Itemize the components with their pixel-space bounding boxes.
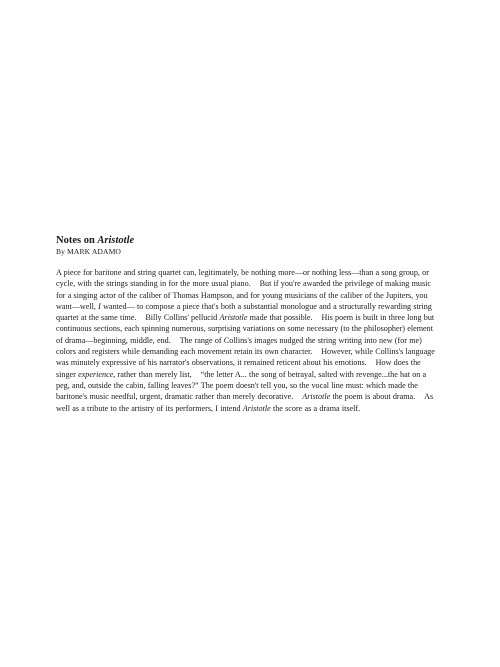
body-emphasis: Aristotle — [242, 403, 271, 413]
notes-section — [56, 235, 436, 414]
body-segment: made that possible. His poem is built in three long but continuous sections, each spinning numerous, surprising variations on some necessary (to the philosopher) element of drama—beginning, middle, end. The range of Collins's images nudged the string writing into new (for me) colors and registers while demanding each movement retain its own character. However, while Collins's language was minutely expressive of his narrator's observations, it remained reticent about his emotions. How does the singer — [56, 313, 435, 379]
body-segment: wanted— to compose a piece that's both a substantial monologue and a structurally rewarding string quartet at the same time. Billy Collins' pellucid — [56, 301, 432, 323]
body-segment: , rather than merely list, “the letter A... the song of betrayal, salted with revenge...the hat on a peg, and, outside the cabin, falling leaves?” The poem doesn't tell you, so the vocal line must: which made the baritone's music needful, urgent, dramatic rather than merely decorative. — [56, 369, 427, 402]
body-emphasis: Aristotle — [219, 313, 248, 323]
body-segment: the score as a drama itself. — [270, 403, 361, 413]
body-segment: A piece for baritone and string quartet can, legitimately, be nothing more—or nothing less—than a song group, or cycle, with the strings standing in for the more usual piano. But if you're awarded the privilege of making music for a singing actor of the caliber of Thomas Hampson, and for young musicians of the caliber of the Jupiters, you want—well, — [56, 268, 432, 311]
body-emphasis: Aristotle — [302, 392, 331, 402]
body-segment: the poem is about drama. As well as a tribute to the artistry of its performers, I intend — [56, 392, 434, 413]
title-prefix: Notes on — [56, 235, 98, 246]
body-emphasis: I — [98, 301, 101, 311]
body-emphasis: experience — [78, 369, 114, 379]
notes-title — [56, 235, 436, 247]
title-work: Aristotle — [97, 235, 135, 246]
notes-body — [56, 267, 436, 414]
author-byline: By MARK ADAMO — [56, 247, 122, 256]
